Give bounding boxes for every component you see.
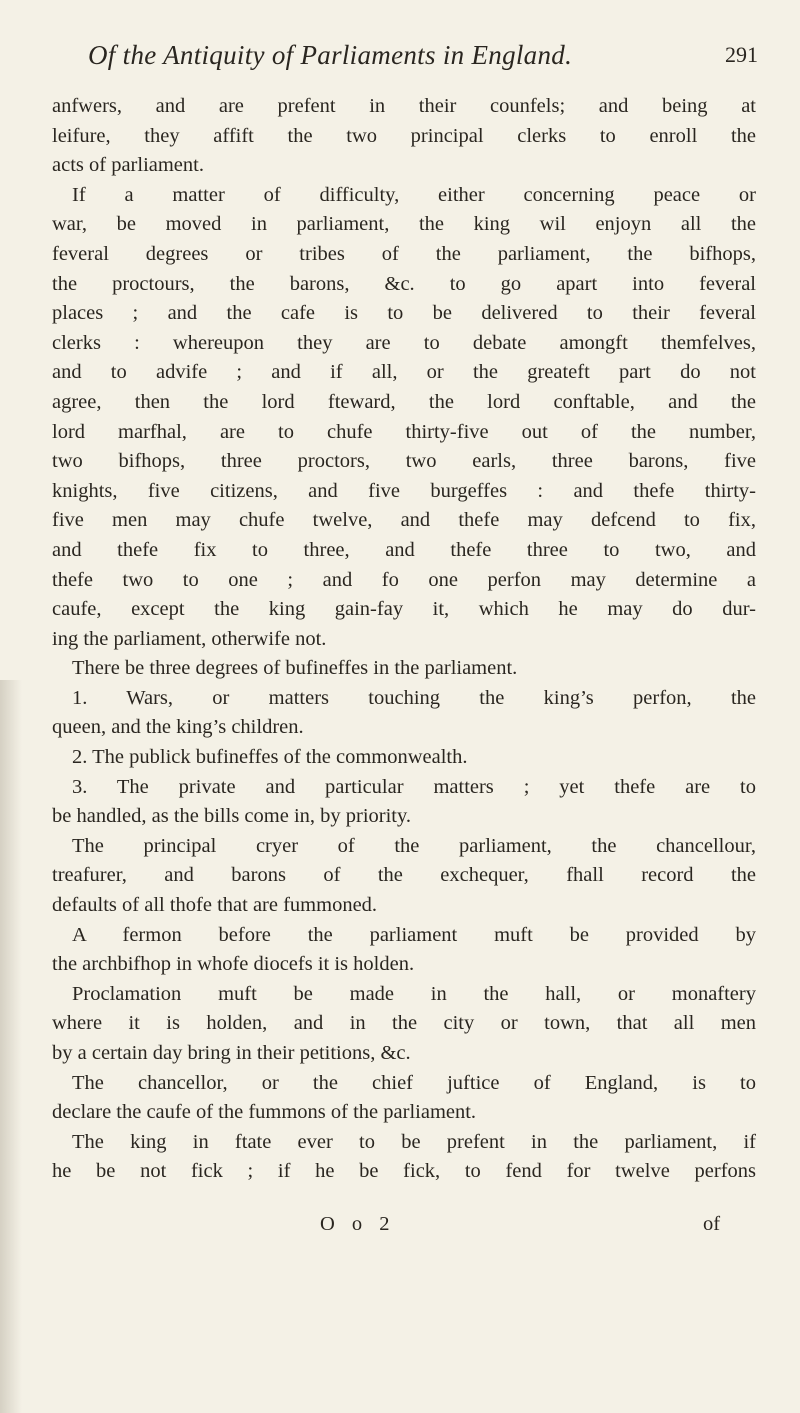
text-line: The king in ftate ever to be prefent in the parliament, if [72, 1130, 756, 1153]
text-line: and thefe fix to three, and thefe three to two, and [52, 538, 756, 561]
text-line: defaults of all thofe that are fummoned. [52, 894, 378, 917]
text-line: A fermon before the parliament muft be provided by [72, 923, 756, 946]
text-line: five men may chufe twelve, and thefe may defcend to fix, [52, 509, 756, 532]
text-line: ing the parliament, otherwife not. [52, 627, 327, 650]
text-line: Proclamation muft be made in the hall, or monaftery [72, 982, 756, 1005]
text-line: anfwers, and are prefent in their counfels; and being at [52, 95, 756, 117]
text-line: declare the caufe of the fummons of the parliament. [52, 1101, 477, 1124]
text-line: clerks : whereupon they are to debate amongft themfelves, [52, 331, 756, 354]
signature-mark: O o 2 [320, 1213, 396, 1235]
text-line: two bifhops, three proctors, two earls, three barons, five [52, 450, 756, 473]
text-line: by a certain day bring in their petitions, &c. [52, 1042, 411, 1064]
text-line: knights, five citizens, and five burgeffes : and thefe thirty- [52, 479, 756, 502]
body-text [52, 92, 756, 1187]
text-line: the archbifhop in whofe diocefs it is holden. [52, 953, 415, 976]
text-line: There be three degrees of bufineffes in the parliament. [72, 657, 518, 680]
text-line: feveral degrees or tribes of the parliament, the bifhops, [52, 242, 756, 265]
text-line: he be not fick ; if he be fick, to fend for twelve perfons [52, 1160, 756, 1183]
catchword: of [703, 1213, 721, 1235]
text-line: acts of parliament. [52, 154, 204, 177]
text-line: 2. The publick bufineffes of the commonwealth. [72, 746, 468, 769]
page-header [88, 40, 778, 80]
text-line: The principal cryer of the parliament, the chancellour, [72, 834, 756, 857]
text-line: be handled, as the bills come in, by priority. [52, 805, 412, 828]
text-line: leifure, they affift the two principal clerks to enroll the [52, 124, 756, 147]
text-line: where it is holden, and in the city or town, that all men [52, 1012, 756, 1035]
text-line: queen, and the king’s children. [52, 716, 304, 739]
page-footer [0, 1213, 800, 1243]
text-line: agree, then the lord fteward, the lord conftable, and the [52, 390, 756, 413]
text-line: caufe, except the king gain-fay it, which he may do dur- [52, 598, 756, 621]
text-line: the proctours, the barons, &c. to go apart into feveral [52, 272, 756, 295]
text-line: places ; and the cafe is to be delivered to their feveral [52, 302, 756, 325]
text-line: 3. The private and particular matters ; yet thefe are to [72, 775, 756, 798]
page-gutter-shadow [0, 680, 22, 1413]
running-title: Of the Antiquity of Parliaments in England. [88, 40, 573, 70]
text-line: war, be moved in parliament, the king wil enjoyn all the [52, 213, 756, 236]
text-line: The chancellor, or the chief juftice of England, is to [72, 1071, 756, 1094]
page-number: 291 [725, 42, 758, 67]
text-line: treafurer, and barons of the exchequer, fhall record the [52, 864, 756, 887]
text-line: lord marfhal, are to chufe thirty-five out of the number, [52, 420, 756, 443]
text-line: If a matter of difficulty, either concerning peace or [72, 183, 756, 206]
text-line: 1. Wars, or matters touching the king’s perfon, the [72, 686, 756, 709]
text-line: and to advife ; and if all, or the greateft part do not [52, 361, 756, 384]
text-line: thefe two to one ; and fo one perfon may determine a [52, 568, 756, 591]
